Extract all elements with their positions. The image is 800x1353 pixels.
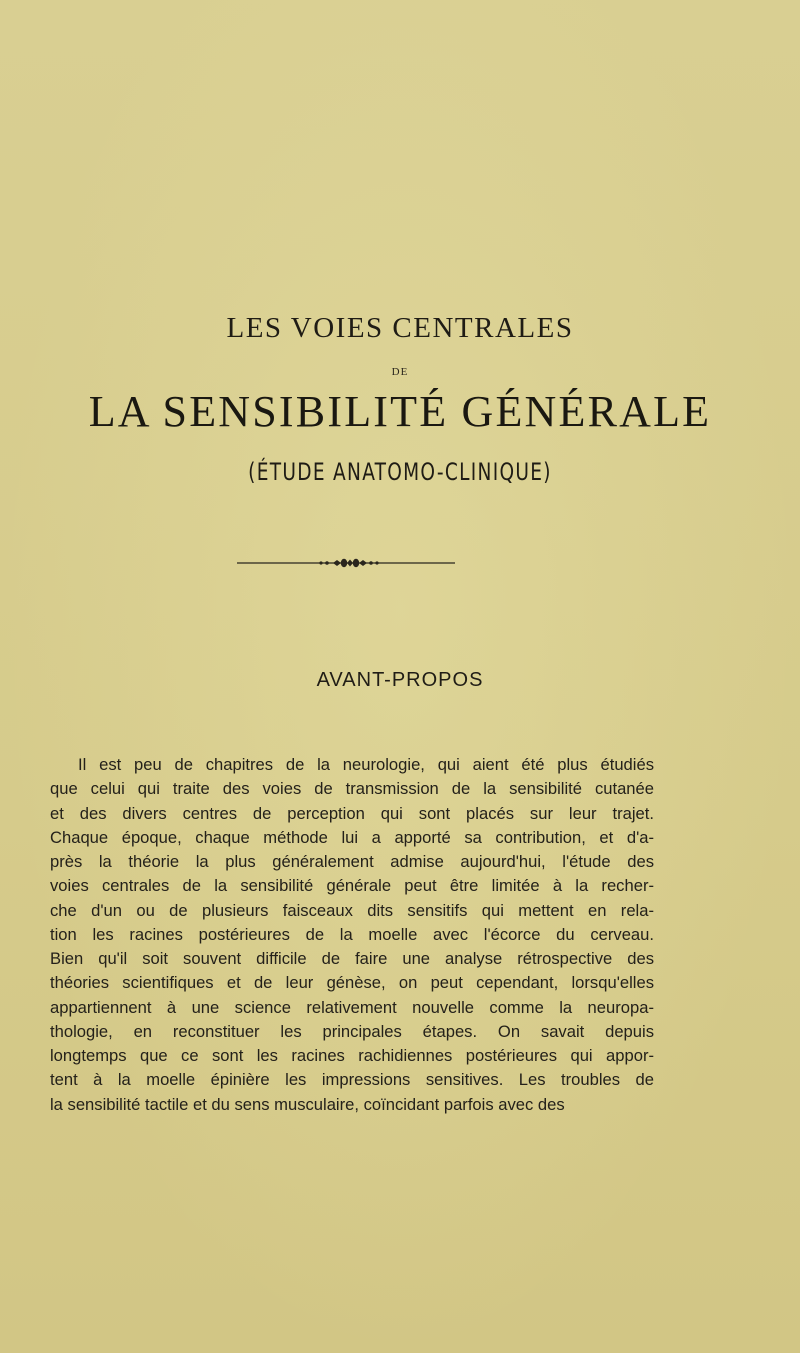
text-line: que celui qui traite des voies de transmission de la sensibilité cutanée	[50, 779, 654, 799]
text-line: appartiennent à une science relativement nouvelle comme la neuropa-	[50, 997, 654, 1017]
text-line: tent à la moelle épinière les impressions sensitives. Les troubles de	[50, 1070, 654, 1090]
title-line-de: DE	[391, 366, 409, 378]
title-line-subtitle: (ÉTUDE ANATOMO-CLINIQUE)	[248, 458, 552, 486]
text-line: longtemps que ce sont les racines rachidiennes postérieures qui appor-	[50, 1046, 654, 1065]
text-line: thologie, en reconstituer les principales étapes. On savait depuis	[50, 1021, 654, 1041]
text-line: la sensibilité tactile et du sens musculaire, coïncidant parfois avec des	[50, 1094, 565, 1114]
text-line: Bien qu'il soit souvent difficile de faire une analyse rétrospective des	[50, 949, 654, 968]
text-line: Chaque époque, chaque méthode lui a apporté sa contribution, et d'a-	[50, 827, 654, 847]
text-line: voies centrales de la sensibilité générale peut être limitée à la recher-	[50, 876, 654, 896]
body-text	[50, 753, 654, 1117]
text-line: che d'un ou de plusieurs faisceaux dits sensitifs qui mettent en rela-	[50, 900, 654, 920]
title-line-main: LES VOIES CENTRALES	[226, 312, 574, 344]
title-line-big: LA SENSIBILITÉ GÉNÉRALE	[88, 387, 712, 436]
text-line: tion les racines postérieures de la moelle avec l'écorce du cerveau.	[50, 924, 654, 944]
section-title: AVANT-PROPOS	[316, 669, 484, 691]
text-line: près la théorie la plus généralement admise aujourd'hui, l'étude des	[50, 852, 654, 871]
text-line: théories scientifiques et de leur génèse, on peut cependant, lorsqu'elles	[50, 973, 654, 993]
ornamental-divider	[237, 556, 455, 570]
text-line: et des divers centres de perception qui sont placés sur leur trajet.	[50, 803, 654, 823]
text-line: Il est peu de chapitres de la neurologie, qui aient été plus étudiés	[78, 755, 654, 774]
